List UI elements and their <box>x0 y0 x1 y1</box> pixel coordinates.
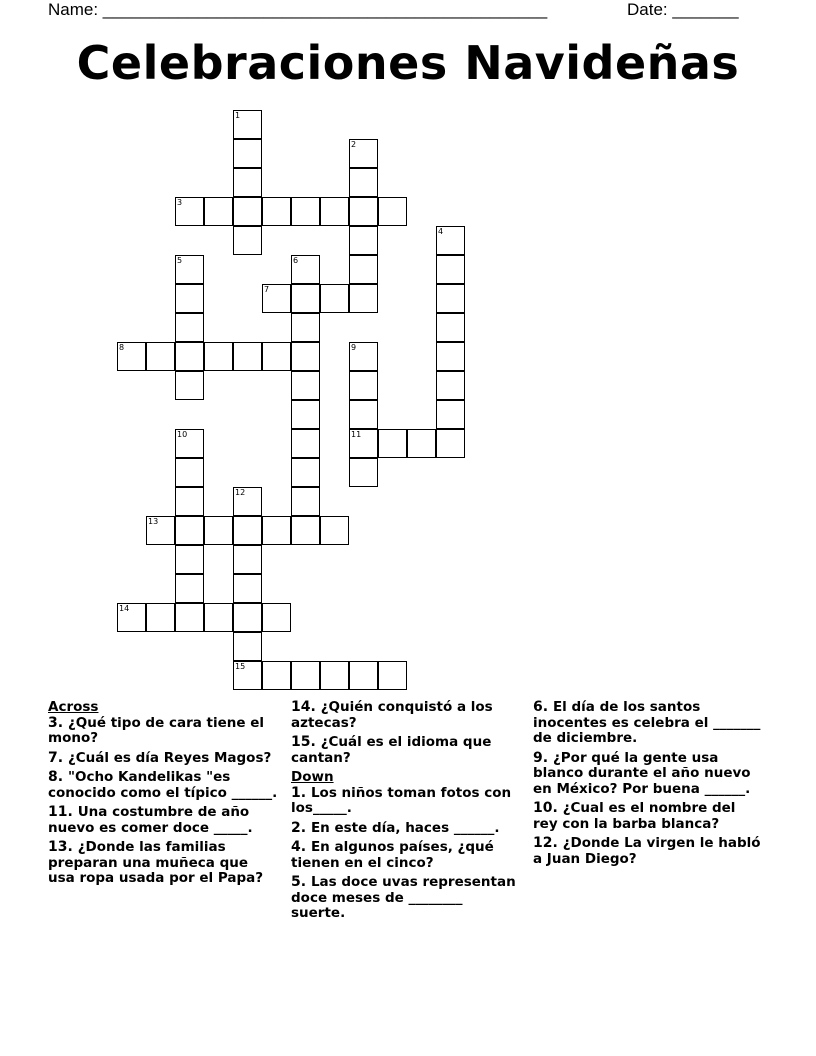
clue <box>291 875 521 922</box>
clue <box>533 801 763 832</box>
cell-number: 8 <box>119 343 125 352</box>
grid-cell[interactable] <box>175 458 204 487</box>
page-title: Celebraciones Navideñas <box>76 36 740 90</box>
clue-column-2 <box>291 700 521 926</box>
cell-number: 13 <box>148 517 159 526</box>
clue-text: Una costumbre de año nuevo es comer doce _____. <box>48 804 253 836</box>
grid-cell[interactable] <box>349 168 378 197</box>
grid-cell[interactable] <box>349 458 378 487</box>
grid-cell[interactable] <box>407 429 436 458</box>
grid-cell[interactable] <box>291 661 320 690</box>
clue-number: 6. <box>533 699 553 715</box>
clue-column-1 <box>48 700 278 891</box>
grid-cell[interactable] <box>291 487 320 516</box>
grid-cell[interactable] <box>204 603 233 632</box>
clue-number: 4. <box>291 839 311 855</box>
clue-text: ¿Cuál es día Reyes Magos? <box>67 749 272 766</box>
grid-cell[interactable] <box>204 197 233 226</box>
grid-cell[interactable] <box>349 400 378 429</box>
clue-number: 8. <box>48 769 68 785</box>
grid-cell[interactable] <box>233 661 262 690</box>
clue-number: 15. <box>291 734 321 750</box>
grid-cell[interactable] <box>291 429 320 458</box>
grid-cell[interactable] <box>436 371 465 400</box>
clue-text: ¿Donde La virgen le habló a Juan Diego? <box>533 835 761 867</box>
cell-number: 12 <box>235 488 246 497</box>
grid-cell[interactable] <box>291 400 320 429</box>
clue-text: El día de los santos inocentes es celebra el _______ de diciembre. <box>533 699 761 746</box>
clue-text: Las doce uvas representan doce meses de ________ suerte. <box>291 874 516 921</box>
clue-text: ¿Cuál es el idioma que cantan? <box>291 734 492 766</box>
cell-number: 10 <box>177 430 188 439</box>
cell-number: 15 <box>235 662 246 671</box>
cell-number: 4 <box>438 227 444 236</box>
clue <box>291 786 521 817</box>
grid-cell[interactable] <box>233 139 262 168</box>
grid-cell[interactable] <box>233 342 262 371</box>
clue-column-3 <box>533 700 763 871</box>
grid-cell[interactable] <box>175 574 204 603</box>
grid-cell[interactable] <box>320 516 349 545</box>
grid-cell[interactable] <box>291 255 320 284</box>
cell-number: 1 <box>235 111 241 120</box>
clue-number: 9. <box>533 749 553 766</box>
grid-cell[interactable] <box>320 197 349 226</box>
clue-number: 12. <box>533 835 563 851</box>
clue-number: 13. <box>48 839 78 855</box>
cell-number: 2 <box>351 140 357 149</box>
grid-cell[interactable] <box>349 197 378 226</box>
grid-cell[interactable] <box>233 226 262 255</box>
clue-number: 10. <box>533 800 563 816</box>
clue-number: 14. <box>291 699 321 715</box>
grid-cell[interactable] <box>262 516 291 545</box>
clue <box>48 770 278 801</box>
grid-cell[interactable] <box>291 371 320 400</box>
grid-cell[interactable] <box>291 313 320 342</box>
grid-cell[interactable] <box>291 342 320 371</box>
grid-cell[interactable] <box>175 284 204 313</box>
clue-text: ¿Quién conquistó a los aztecas? <box>291 699 493 731</box>
name-line: Name: _______________________________________________ <box>48 0 548 19</box>
grid-cell[interactable] <box>320 661 349 690</box>
grid-cell[interactable] <box>175 313 204 342</box>
clue-text: En algunos países, ¿qué tienen en el cinco? <box>291 839 494 871</box>
clue <box>291 821 521 837</box>
clue-number: 5. <box>291 874 311 890</box>
clue <box>48 840 278 887</box>
grid-cell[interactable] <box>233 110 262 139</box>
grid-cell[interactable] <box>349 342 378 371</box>
grid-cell[interactable] <box>233 632 262 661</box>
across-heading: Across <box>48 699 99 715</box>
grid-cell[interactable] <box>436 342 465 371</box>
grid-cell[interactable] <box>291 284 320 313</box>
grid-cell[interactable] <box>349 139 378 168</box>
grid-cell[interactable] <box>436 429 465 458</box>
cell-number: 6 <box>293 256 299 265</box>
clue-text: "Ocho Kandelikas "es conocido como el típico ______. <box>48 769 278 801</box>
grid-cell[interactable] <box>378 429 407 458</box>
clue-number: 1. <box>291 784 311 801</box>
grid-cell[interactable] <box>175 371 204 400</box>
grid-cell[interactable] <box>349 226 378 255</box>
clue <box>48 805 278 836</box>
grid-cell[interactable] <box>117 603 146 632</box>
down-heading: Down <box>291 769 334 785</box>
grid-cell[interactable] <box>175 342 204 371</box>
grid-cell[interactable] <box>175 603 204 632</box>
grid-cell[interactable] <box>233 603 262 632</box>
grid-cell[interactable] <box>175 429 204 458</box>
clue <box>533 700 763 747</box>
grid-cell[interactable] <box>436 226 465 255</box>
clue-text: ¿Por qué la gente usa blanco durante el año nuevo en México? Por buena ______. <box>533 749 751 797</box>
grid-cell[interactable] <box>436 313 465 342</box>
clue <box>291 840 521 871</box>
clue-number: 3. <box>48 714 68 731</box>
grid-cell[interactable] <box>349 429 378 458</box>
grid-cell[interactable] <box>378 661 407 690</box>
grid-cell[interactable] <box>204 516 233 545</box>
grid-cell[interactable] <box>146 516 175 545</box>
grid-cell[interactable] <box>262 603 291 632</box>
grid-cell[interactable] <box>117 342 146 371</box>
grid-cell[interactable] <box>175 516 204 545</box>
grid-cell[interactable] <box>262 661 291 690</box>
cell-number: 5 <box>177 256 183 265</box>
grid-cell[interactable] <box>349 371 378 400</box>
grid-cell[interactable] <box>291 458 320 487</box>
grid-cell[interactable] <box>436 400 465 429</box>
grid-cell[interactable] <box>233 487 262 516</box>
grid-cell[interactable] <box>175 255 204 284</box>
grid-cell[interactable] <box>233 516 262 545</box>
clue-text: ¿Cual es el nombre del rey con la barba blanca? <box>533 800 736 832</box>
cell-number: 9 <box>351 343 357 352</box>
clue-text: En este día, haces ______. <box>310 819 500 836</box>
grid-cell[interactable] <box>262 197 291 226</box>
clue <box>291 700 521 731</box>
grid-cell[interactable] <box>436 284 465 313</box>
clue <box>533 751 763 798</box>
grid-cell[interactable] <box>204 342 233 371</box>
clue-text: ¿Donde las familias preparan una muñeca que usa ropa usada por el Papa? <box>48 839 264 886</box>
clue <box>48 716 278 747</box>
grid-cell[interactable] <box>320 284 349 313</box>
clue <box>291 735 521 766</box>
grid-cell[interactable] <box>349 661 378 690</box>
grid-cell[interactable] <box>349 284 378 313</box>
grid-cell[interactable] <box>262 342 291 371</box>
cell-number: 3 <box>177 198 183 207</box>
clue-text: ¿Qué tipo de cara tiene el mono? <box>48 714 265 746</box>
grid-cell[interactable] <box>175 545 204 574</box>
clue-number: 7. <box>48 749 68 766</box>
grid-cell[interactable] <box>291 197 320 226</box>
cell-number: 11 <box>351 430 362 439</box>
grid-cell[interactable] <box>262 284 291 313</box>
grid-cell[interactable] <box>349 255 378 284</box>
clue-number: 11. <box>48 804 78 820</box>
grid-cell[interactable] <box>146 603 175 632</box>
date-line: Date: _______ <box>627 0 739 19</box>
cell-number: 7 <box>264 285 270 294</box>
grid-cell[interactable] <box>291 516 320 545</box>
clue-number: 2. <box>291 819 311 836</box>
grid-cell[interactable] <box>436 255 465 284</box>
clue <box>533 836 763 867</box>
clue-text: Los niños toman fotos con los_____. <box>291 784 512 816</box>
grid-cell[interactable] <box>233 197 262 226</box>
grid-cell[interactable] <box>233 545 262 574</box>
grid-cell[interactable] <box>233 168 262 197</box>
grid-cell[interactable] <box>233 574 262 603</box>
grid-cell[interactable] <box>175 197 204 226</box>
grid-cell[interactable] <box>175 487 204 516</box>
cell-number: 14 <box>119 604 130 613</box>
clue <box>48 751 278 767</box>
grid-cell[interactable] <box>146 342 175 371</box>
grid-cell[interactable] <box>378 197 407 226</box>
